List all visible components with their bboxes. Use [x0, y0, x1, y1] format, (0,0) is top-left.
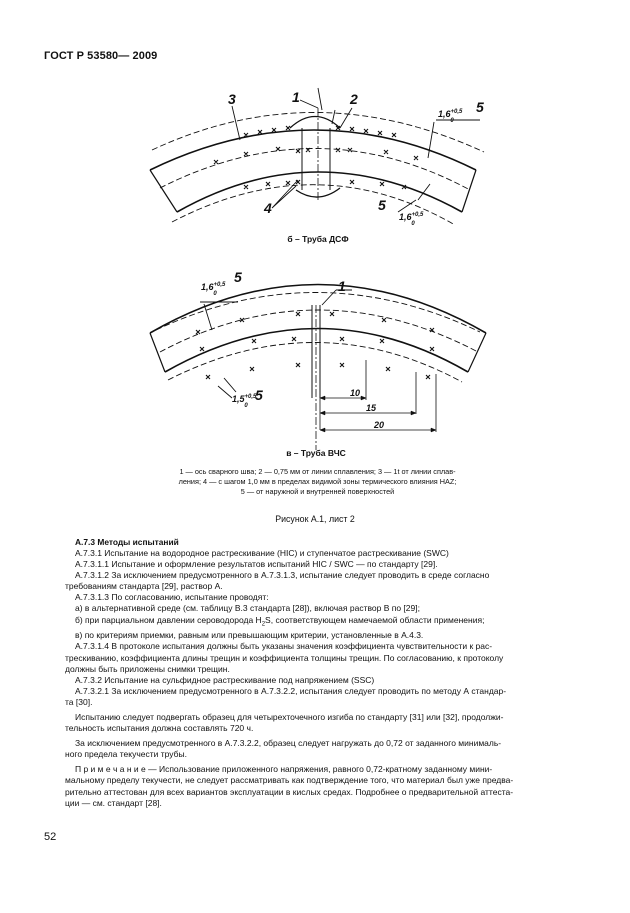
bottom-callout-5b: 5 [255, 387, 263, 403]
paragraph: трескиванию, коэффициента длины трещин и коэффициента толщины трещин. По согласованию, к протоколу [65, 652, 504, 663]
paragraph: А.7.3.2 Испытание на сульфидное растрескивание под напряжением (SSC) [75, 674, 375, 685]
top-callout-5b: 5 [378, 197, 386, 213]
paragraph: А.7.3.1.4 В протоколе испытания должны быть указаны значения коэффициента чувствительности к рас- [75, 641, 493, 652]
paragraph: За исключением предусмотренного в А.7.3.2.2, образец следует нагружать до 0,72 от заданного минималь- [75, 738, 502, 749]
paragraph: в) по критериям приемки, равным или превышающим критерии, установленные в А.4.3. [75, 630, 424, 641]
body-text [65, 548, 587, 809]
top-figure-caption: б – Труба ДСФ [287, 234, 349, 244]
dim-10: 10 [350, 388, 361, 398]
paragraph: А.7.3.2.1 За исключением предусмотренного в А.7.3.2.2, испытания следует проводить по методу А стандар- [75, 685, 507, 696]
top-inner-surface [177, 172, 462, 212]
bottom-dim-a: $1,6^{+0,5}$ 0 [201, 282, 226, 297]
top-callout-3: 3 [228, 91, 236, 107]
top-callout-4: 4 [264, 200, 272, 216]
paragraph: А.7.3.1.2 За исключением предусмотренного в А.7.3.1.3, испытание следует проводить в среде согласно [75, 570, 490, 581]
paragraph: требованиям стандарта [29], раствор А. [65, 581, 223, 592]
bottom-dim-b: $1,5^{+0,5}$ 0 [232, 394, 257, 409]
dim-15: 15 [366, 403, 377, 413]
document-header: ГОСТ Р 53580— 2009 [44, 50, 158, 62]
section-heading: А.7.3 Методы испытаний [75, 537, 179, 547]
figure-legend [120, 467, 515, 497]
paragraph: тельность испытания должна составлять 720 ч. [65, 723, 254, 734]
note-paragraph: ции — см. стандарт [28]. [65, 797, 162, 808]
note-paragraph: рительно аттестован для всех вариантов эксплуатации в кислых средах. Подробнее о предварительной аттеста- [65, 786, 514, 797]
top-callout-5a: 5 [476, 99, 484, 115]
paragraph: должны быть приложены снимки трещин. [65, 663, 230, 674]
top-outer-surface [150, 130, 476, 170]
legend-line: 5 — от наружной и внутренней поверхностей [240, 487, 395, 496]
paragraph: б) при парциальном давлении сероводорода $H_2S$, соответствующем намечаемой области применения; [75, 614, 485, 628]
bottom-inner-surface [165, 329, 468, 373]
bottom-callout-1: 1 [338, 278, 346, 294]
top-dim-a: $1,6^{+0,5}$ 0 [438, 109, 463, 124]
paragraph: А.7.3.1 Испытание на водородное растрескивание (HIC) и ступенчатое растрескивание (SWC) [75, 548, 449, 558]
paragraph: а) в альтернативной среде (см. таблицу В.3 стандарта [28]), включая раствор В по [29]; [75, 603, 420, 614]
paragraph: Испытанию следует подвергать образец для четырехточечного изгиба по стандарту [31] или [32], продолжи- [75, 712, 504, 722]
bottom-figure-caption: в – Труба ВЧС [286, 448, 346, 458]
note-paragraph: П р и м е ч а н и е — Использование приложенного напряжения, равного 0,72-кратному заданному мини- [75, 764, 493, 775]
top-callout-1: 1 [292, 89, 300, 105]
legend-line: 1 — ось сварного шва; 2 — 0,75 мм от линии сплавления; 3 — 1t от линии сплав- [179, 467, 456, 476]
paragraph: та [30]. [65, 696, 93, 707]
top-line-mid [160, 148, 470, 190]
top-callout-2: 2 [350, 91, 358, 107]
note-paragraph: мальному пределу текучести, не следует рассматривать как подтверждение того, что материал был уже предва- [65, 775, 514, 786]
paragraph: А.7.3.1.1 Испытание и оформление результатов испытаний HIC / SWC — по стандарту [29]. [75, 559, 438, 570]
top-line-inner [172, 185, 455, 225]
legend-line: ления; 4 — с шагом 1,0 мм в пределах видимой зоны термического влияния HAZ; [178, 477, 457, 486]
figure-title: Рисунок А.1, лист 2 [275, 514, 355, 524]
dim-20: 20 [374, 420, 385, 430]
top-dim-b: $1,6^{+0,5}$ 0 [399, 212, 424, 227]
paragraph: ного предела текучести трубы. [65, 749, 187, 760]
paragraph: А.7.3.1.3 По согласованию, испытание проводят: [75, 592, 269, 603]
page-number: 52 [44, 831, 57, 843]
bottom-test-points [196, 312, 434, 379]
bottom-callout-5a: 5 [234, 269, 242, 285]
